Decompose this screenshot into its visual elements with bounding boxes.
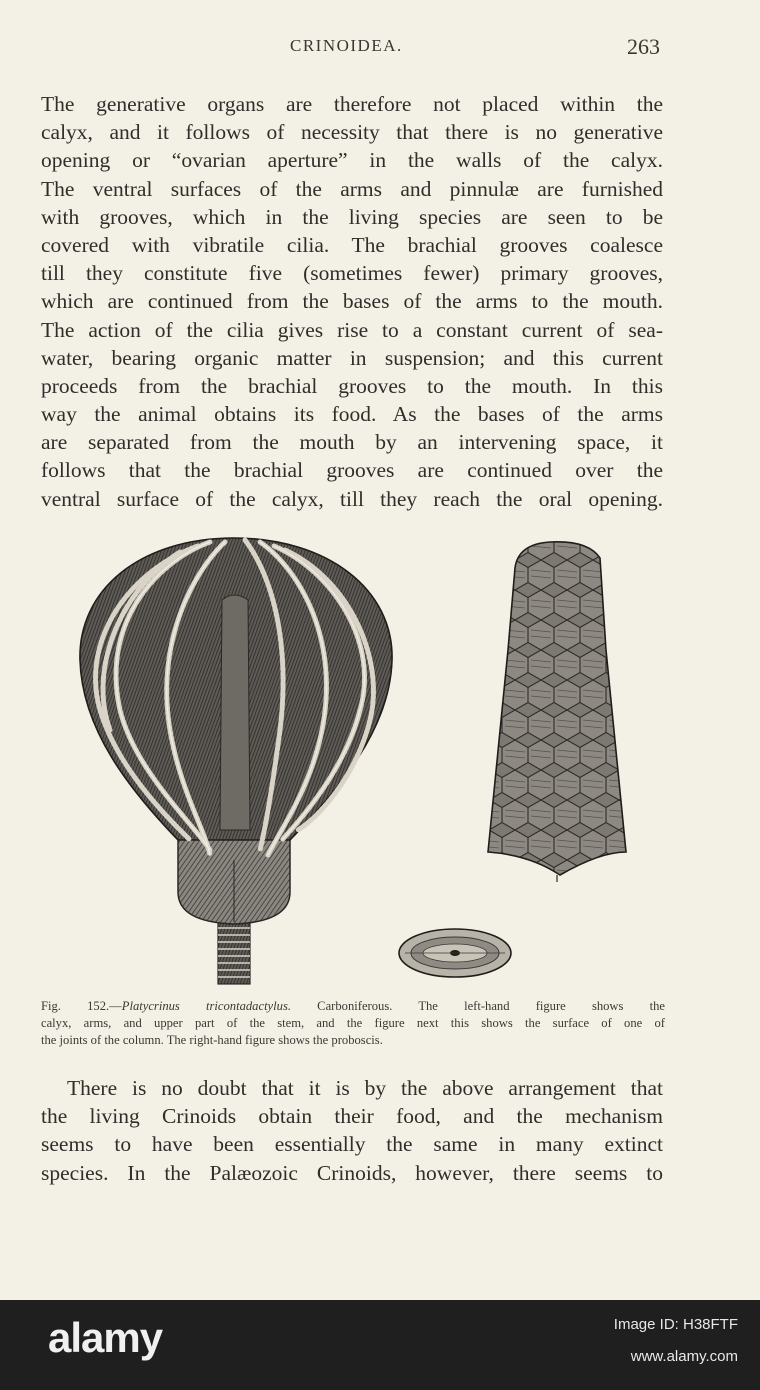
text-line: covered with vibratile cilia. The brachial grooves coalesce xyxy=(41,232,663,257)
text-line: calyx, and it follows of necessity that there is no generative xyxy=(41,120,663,145)
text-line: with grooves, which in the living species are seen to be xyxy=(41,204,663,229)
text-line: are separated from the mouth by an intervening space, it xyxy=(41,430,663,455)
text-line: way the animal obtains its food. As the bases of the arms xyxy=(41,402,663,427)
page-number: 263 xyxy=(627,34,660,59)
text-line: which are continued from the bases of the arms to the mouth. xyxy=(41,289,663,314)
paragraph-1 xyxy=(41,90,663,513)
text-line: The action of the cilia gives rise to a constant current of sea- xyxy=(41,317,663,342)
running-head xyxy=(40,36,662,62)
running-title: CRINOIDEA. xyxy=(290,36,403,55)
image-id-label: Image ID: H38FTF xyxy=(613,1316,738,1333)
text-line: There is no doubt that it is by the above arrangement that xyxy=(67,1076,663,1100)
text-line: till they constitute five (sometimes fewer) primary grooves, xyxy=(41,261,663,286)
text-line: species. In the Palæozoic Crinoids, however, there seems to xyxy=(41,1160,663,1185)
text-line: water, bearing organic matter in suspension; and this current xyxy=(41,345,663,370)
text-line: seems to have been essentially the same in many extinct xyxy=(41,1132,663,1157)
text-line: the living Crinoids obtain their food, and the mechanism xyxy=(41,1104,663,1129)
caption-fig-number: Fig. 152.— xyxy=(41,999,122,1013)
text-line: follows that the brachial grooves are continued over the xyxy=(41,458,663,483)
watermark-bar xyxy=(0,1300,760,1390)
paragraph-2 xyxy=(41,1074,663,1187)
figure-152 xyxy=(60,530,700,995)
caption-line xyxy=(41,998,665,1015)
caption-line: calyx, arms, and upper part of the stem, and the figure next this shows the surface of one of xyxy=(41,1016,665,1030)
calyx-with-arms-illustration xyxy=(80,538,392,984)
text-line: The ventral surfaces of the arms and pinnulæ are furnished xyxy=(41,176,663,201)
proboscis-illustration xyxy=(488,542,626,882)
text-line: proceeds from the brachial grooves to the mouth. In this xyxy=(41,373,663,398)
figure-caption xyxy=(41,998,665,1049)
caption-species-name: Platycrinus tricontadactylus. xyxy=(121,999,291,1013)
site-url: www.alamy.com xyxy=(630,1348,738,1365)
text-line: The generative organs are therefore not placed within the xyxy=(41,92,663,116)
caption-line: the joints of the column. The right-hand figure shows the proboscis. xyxy=(41,1033,383,1047)
alamy-logo: alamy xyxy=(48,1314,163,1361)
column-joint-illustration xyxy=(399,929,511,977)
text-line: ventral surface of the calyx, till they reach the oral opening. xyxy=(41,486,663,511)
stem-illustration xyxy=(218,922,250,984)
figure-illustration xyxy=(60,530,700,995)
text-line: opening or “ovarian aperture” in the walls of the calyx. xyxy=(41,148,663,173)
caption-text: Carboniferous. The left-hand figure shows the xyxy=(291,999,665,1013)
